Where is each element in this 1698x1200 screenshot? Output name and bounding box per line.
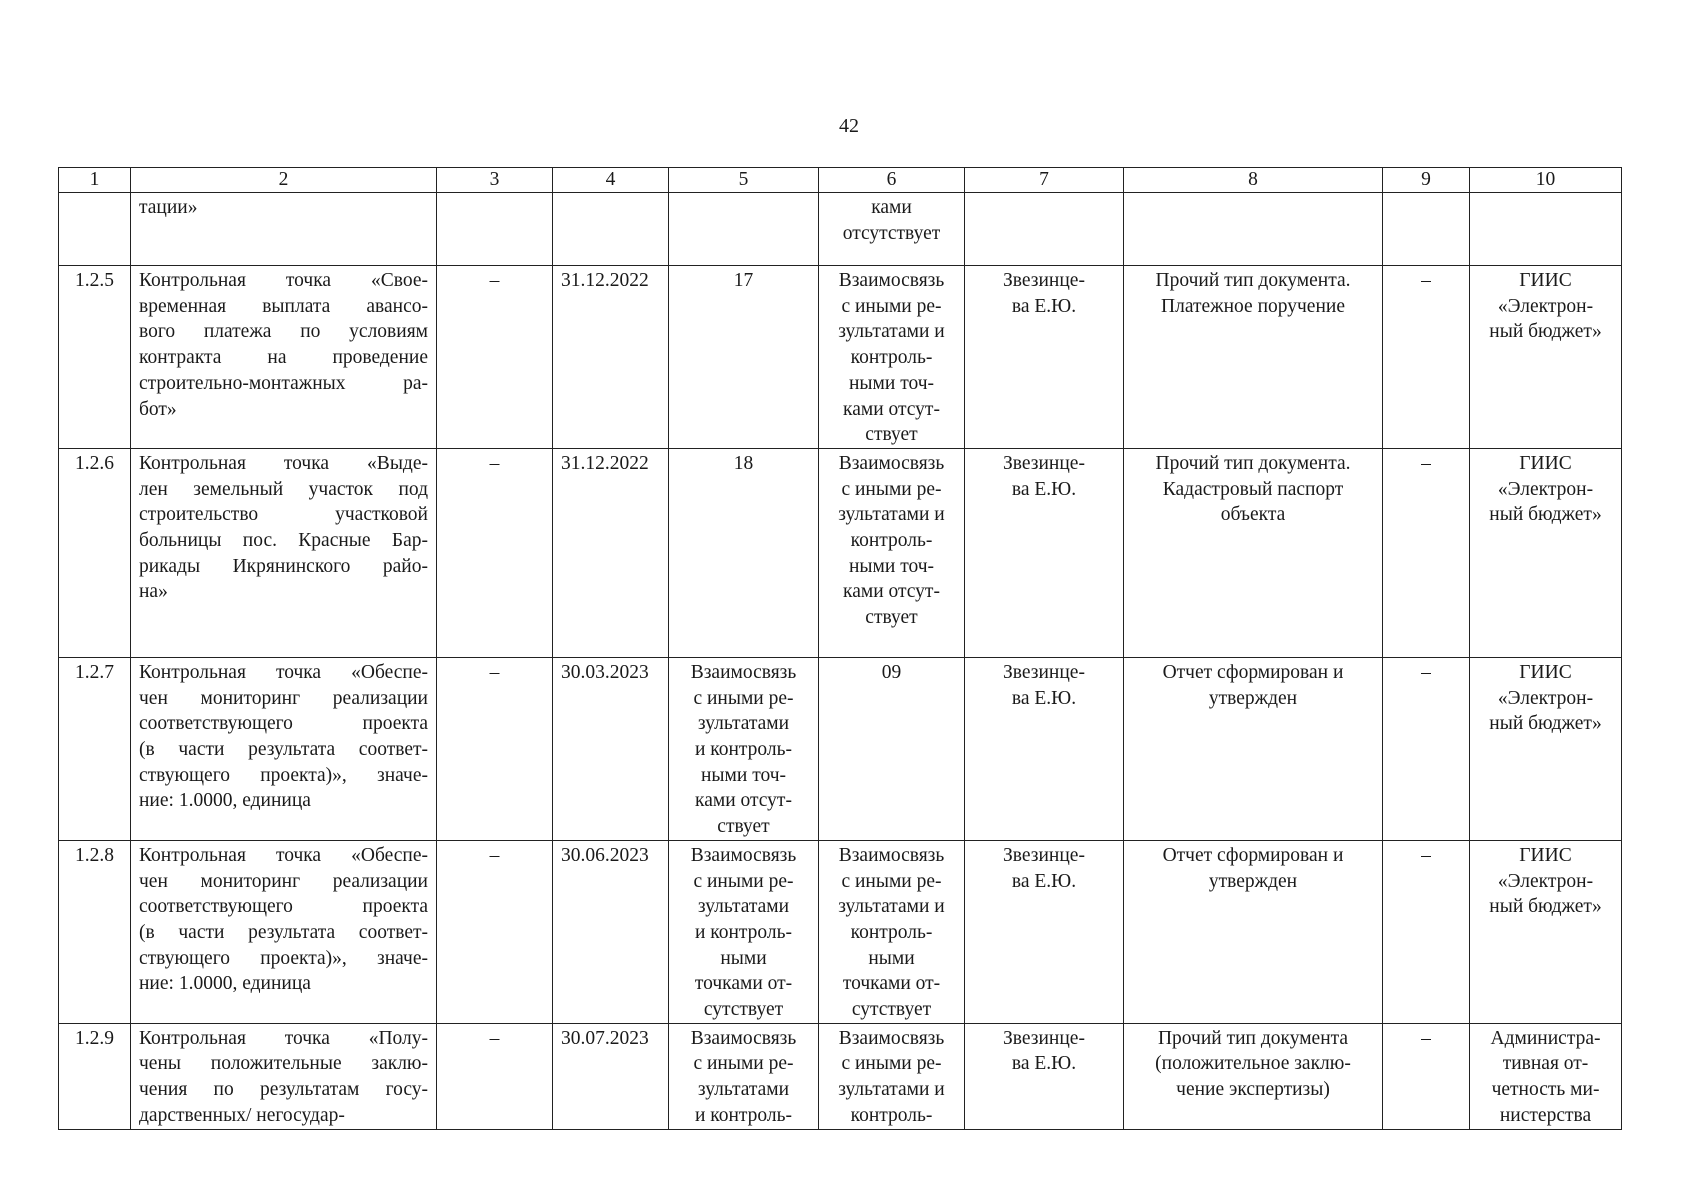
column-6-cell bbox=[819, 657, 965, 840]
column-6-cell-line: ными точ- bbox=[849, 555, 934, 577]
column-5-cell-line: ствует bbox=[717, 816, 770, 838]
column-5-cell bbox=[669, 840, 819, 1023]
control-point-name-cell-line: Контрольная точка «Свое- bbox=[139, 270, 428, 291]
control-point-name-cell bbox=[131, 1023, 437, 1129]
column-5-cell-line: точками от- bbox=[694, 973, 793, 995]
control-point-name-cell-line: строительство участковой bbox=[139, 504, 428, 526]
information-system-cell-line: нистерства bbox=[1499, 1104, 1592, 1126]
document-type-cell-line: Прочий тип документа. bbox=[1155, 270, 1351, 291]
column-6-cell-line: сутствует bbox=[851, 999, 932, 1021]
control-point-name-cell bbox=[131, 193, 437, 266]
column-header: 9 bbox=[1383, 168, 1470, 193]
responsible-cell bbox=[965, 840, 1124, 1023]
information-system-cell bbox=[1470, 448, 1622, 657]
column-5-cell-line: зультатами bbox=[697, 1079, 790, 1101]
column-5-cell-line: и контроль- bbox=[694, 921, 793, 943]
responsible-cell-line: ва Е.Ю. bbox=[1011, 295, 1077, 317]
control-point-name-cell-line: рикады Икрянинского райо- bbox=[139, 555, 428, 577]
column-9-cell bbox=[1383, 193, 1470, 266]
column-6-cell-line: зультатами и bbox=[838, 896, 945, 918]
due-date-cell: 30.06.2023 bbox=[553, 840, 669, 1023]
row-number-cell: 1.2.6 bbox=[59, 448, 131, 657]
information-system-cell-line: ный бюджет» bbox=[1489, 896, 1602, 918]
page-number: 42 bbox=[839, 115, 859, 137]
table-row bbox=[59, 1023, 1622, 1129]
column-5-cell-line: ками отсут- bbox=[695, 790, 792, 812]
row-number-cell bbox=[59, 193, 131, 266]
document-type-cell-line: (положительное заклю- bbox=[1155, 1053, 1351, 1075]
row-number-cell: 1.2.5 bbox=[59, 266, 131, 449]
document-type-cell bbox=[1124, 657, 1383, 840]
control-point-name-cell-line: строительно-монтажных ра- bbox=[139, 372, 428, 394]
column-5-cell-line: и контроль- bbox=[694, 1104, 793, 1126]
document-type-cell-line: утвержден bbox=[1208, 870, 1298, 892]
information-system-cell-line: «Электрон- bbox=[1497, 295, 1594, 317]
column-6-cell-line: ствует bbox=[865, 607, 918, 629]
document-type-cell-line: чение экспертизы) bbox=[1176, 1079, 1330, 1101]
column-6-cell-line: ками отсут- bbox=[843, 398, 940, 420]
due-date-cell: 30.07.2023 bbox=[553, 1023, 669, 1129]
control-point-name-cell-line: чения по результатам госу- bbox=[139, 1079, 428, 1101]
column-9-cell: – bbox=[1383, 266, 1470, 449]
column-5-cell-line: зультатами bbox=[697, 896, 790, 918]
column-5-cell-line: Взаимосвязь bbox=[690, 844, 797, 866]
responsible-cell-line: Звезинце- bbox=[1003, 270, 1085, 291]
information-system-cell-line: «Электрон- bbox=[1497, 478, 1594, 500]
control-point-name-cell-line: ние: 1.0000, единица bbox=[139, 973, 311, 995]
control-point-name-cell-line: на» bbox=[139, 581, 168, 603]
column-header: 7 bbox=[965, 168, 1124, 193]
control-point-name-cell-line: ние: 1.0000, единица bbox=[139, 790, 311, 812]
control-point-name-cell-line: временная выплата авансо- bbox=[139, 295, 428, 317]
column-6-cell-line: ными точ- bbox=[849, 372, 934, 394]
column-6-cell-line: зультатами и bbox=[838, 321, 945, 343]
column-6-cell-line: контроль- bbox=[850, 1104, 933, 1126]
control-point-name-cell-line: ствующего проекта)», значе- bbox=[139, 947, 428, 969]
document-type-cell-line: утвержден bbox=[1208, 687, 1298, 709]
document-type-cell-line: Прочий тип документа bbox=[1157, 1027, 1349, 1049]
control-points-table bbox=[58, 167, 1622, 1130]
column-9-cell: – bbox=[1383, 657, 1470, 840]
column-6-cell-line: с иными ре- bbox=[841, 870, 942, 892]
column-header: 5 bbox=[669, 168, 819, 193]
row-number-cell: 1.2.8 bbox=[59, 840, 131, 1023]
column-6-cell-line: отсутствует bbox=[842, 222, 941, 244]
column-header: 6 bbox=[819, 168, 965, 193]
information-system-cell bbox=[1470, 657, 1622, 840]
control-point-name-cell-line: контракта на проведение bbox=[139, 347, 428, 369]
due-date-cell bbox=[553, 193, 669, 266]
column-9-cell: – bbox=[1383, 448, 1470, 657]
column-6-cell-line: с иными ре- bbox=[841, 1053, 942, 1075]
responsible-cell-line: Звезинце- bbox=[1003, 1027, 1085, 1049]
document-type-cell-line: Отчет сформирован и bbox=[1162, 661, 1344, 683]
document-type-cell bbox=[1124, 1023, 1383, 1129]
column-6-cell-line: Взаимосвязь bbox=[838, 270, 945, 291]
responsible-cell-line: ва Е.Ю. bbox=[1011, 687, 1077, 709]
information-system-cell-line: тивная от- bbox=[1502, 1053, 1589, 1075]
column-6-cell-line: зультатами и bbox=[838, 1079, 945, 1101]
control-point-name-cell-line: дарственных/ негосудар- bbox=[139, 1104, 345, 1126]
information-system-cell-line: ГИИС bbox=[1519, 844, 1572, 866]
column-5-cell bbox=[669, 657, 819, 840]
document-type-cell-line: Кадастровый паспорт bbox=[1162, 478, 1344, 500]
control-point-name-cell-line: (в части результата соответ- bbox=[139, 921, 428, 943]
column-3-cell bbox=[437, 193, 553, 266]
information-system-cell-line: четность ми- bbox=[1491, 1079, 1600, 1101]
responsible-cell-line: ва Е.Ю. bbox=[1011, 478, 1077, 500]
column-3-cell: – bbox=[437, 657, 553, 840]
document-type-cell-line: объекта bbox=[1220, 504, 1286, 526]
column-5-cell bbox=[669, 448, 819, 657]
row-number-cell: 1.2.7 bbox=[59, 657, 131, 840]
column-header: 4 bbox=[553, 168, 669, 193]
table-row bbox=[59, 840, 1622, 1023]
column-header: 10 bbox=[1470, 168, 1622, 193]
responsible-cell-line: Звезинце- bbox=[1003, 452, 1085, 474]
information-system-cell-line: «Электрон- bbox=[1497, 687, 1594, 709]
control-point-name-cell-line: больницы пос. Красные Бар- bbox=[139, 530, 428, 552]
information-system-cell-line: Администра- bbox=[1490, 1027, 1601, 1049]
document-type-cell bbox=[1124, 448, 1383, 657]
column-6-cell bbox=[819, 266, 965, 449]
control-point-name-cell-line: соответствующего проекта bbox=[139, 896, 428, 918]
information-system-cell-line: ный бюджет» bbox=[1489, 321, 1602, 343]
column-5-cell-line: Взаимосвязь bbox=[690, 661, 797, 683]
control-point-name-cell-line: чен мониторинг реализации bbox=[139, 687, 428, 709]
responsible-cell bbox=[965, 193, 1124, 266]
column-header: 8 bbox=[1124, 168, 1383, 193]
due-date-cell: 31.12.2022 bbox=[553, 448, 669, 657]
control-point-name-cell-line: чен мониторинг реализации bbox=[139, 870, 428, 892]
column-5-cell-line: с иными ре- bbox=[693, 1053, 794, 1075]
information-system-cell bbox=[1470, 840, 1622, 1023]
responsible-cell-line: Звезинце- bbox=[1003, 844, 1085, 866]
column-6-cell bbox=[819, 448, 965, 657]
control-point-name-cell-line: Контрольная точка «Выде- bbox=[139, 452, 428, 474]
control-point-name-cell-line: ствующего проекта)», значе- bbox=[139, 764, 428, 786]
column-6-cell-line: Взаимосвязь bbox=[838, 1027, 945, 1049]
column-5-cell-line: ными bbox=[720, 947, 767, 969]
column-3-cell: – bbox=[437, 266, 553, 449]
column-3-cell: – bbox=[437, 448, 553, 657]
due-date-cell: 30.03.2023 bbox=[553, 657, 669, 840]
responsible-cell-line: Звезинце- bbox=[1003, 661, 1085, 683]
column-6-cell-line: ными bbox=[868, 947, 915, 969]
responsible-cell-line: ва Е.Ю. bbox=[1011, 870, 1077, 892]
information-system-cell bbox=[1470, 193, 1622, 266]
document-type-cell-line: Отчет сформирован и bbox=[1162, 844, 1344, 866]
column-6-cell-line: контроль- bbox=[850, 530, 933, 552]
responsible-cell bbox=[965, 1023, 1124, 1129]
information-system-cell-line: ГИИС bbox=[1519, 452, 1572, 474]
column-5-cell-line: с иными ре- bbox=[693, 687, 794, 709]
column-header: 2 bbox=[131, 168, 437, 193]
table-row bbox=[59, 448, 1622, 657]
column-6-cell bbox=[819, 1023, 965, 1129]
column-5-cell bbox=[669, 1023, 819, 1129]
control-point-name-cell-line: бот» bbox=[139, 398, 177, 420]
column-6-cell bbox=[819, 193, 965, 266]
information-system-cell-line: ГИИС bbox=[1519, 661, 1572, 683]
control-point-name-cell bbox=[131, 657, 437, 840]
column-6-cell-line: Взаимосвязь bbox=[838, 844, 945, 866]
column-6-cell-line: контроль- bbox=[850, 347, 933, 369]
control-point-name-cell-line: Контрольная точка «Обеспе- bbox=[139, 844, 428, 866]
due-date-cell: 31.12.2022 bbox=[553, 266, 669, 449]
information-system-cell-line: ГИИС bbox=[1519, 270, 1572, 291]
column-6-cell-line: зультатами и bbox=[838, 504, 945, 526]
control-point-name-cell-line: тации» bbox=[139, 197, 198, 218]
responsible-cell bbox=[965, 266, 1124, 449]
column-6-cell-line: контроль- bbox=[850, 921, 933, 943]
table-row bbox=[59, 266, 1622, 449]
column-6-cell-line: ками отсут- bbox=[843, 581, 940, 603]
column-5-cell-line: 17 bbox=[733, 270, 754, 291]
information-system-cell-line: ный бюджет» bbox=[1489, 504, 1602, 526]
information-system-cell bbox=[1470, 266, 1622, 449]
column-5-cell-line: сутствует bbox=[703, 999, 784, 1021]
control-point-name-cell-line: Контрольная точка «Полу- bbox=[139, 1027, 428, 1049]
column-5-cell-line: 18 bbox=[733, 452, 754, 474]
control-point-name-cell-line: Контрольная точка «Обеспе- bbox=[139, 661, 428, 683]
control-point-name-cell bbox=[131, 840, 437, 1023]
control-point-name-cell-line: (в части результата соответ- bbox=[139, 739, 428, 761]
column-6-cell-line: ками bbox=[871, 197, 912, 218]
column-header: 1 bbox=[59, 168, 131, 193]
control-point-name-cell bbox=[131, 448, 437, 657]
document-type-cell bbox=[1124, 840, 1383, 1023]
column-5-cell-line: ными точ- bbox=[701, 764, 786, 786]
table-row bbox=[59, 657, 1622, 840]
column-6-cell-line: с иными ре- bbox=[841, 295, 942, 317]
row-number-cell: 1.2.9 bbox=[59, 1023, 131, 1129]
control-point-name-cell-line: соответствующего проекта bbox=[139, 713, 428, 735]
column-3-cell: – bbox=[437, 1023, 553, 1129]
information-system-cell bbox=[1470, 1023, 1622, 1129]
column-5-cell-line: зультатами bbox=[697, 713, 790, 735]
control-point-name-cell-line: чены положительные заклю- bbox=[139, 1053, 428, 1075]
control-point-name-cell-line: вого платежа по условиям bbox=[139, 321, 428, 343]
column-6-cell-line: 09 bbox=[881, 661, 902, 683]
column-5-cell bbox=[669, 266, 819, 449]
column-5-cell bbox=[669, 193, 819, 266]
column-6-cell-line: точками от- bbox=[842, 973, 941, 995]
column-6-cell-line: с иными ре- bbox=[841, 478, 942, 500]
column-9-cell: – bbox=[1383, 1023, 1470, 1129]
document-type-cell bbox=[1124, 193, 1383, 266]
document-type-cell bbox=[1124, 266, 1383, 449]
document-type-cell-line: Платежное поручение bbox=[1161, 295, 1345, 317]
column-6-cell-line: Взаимосвязь bbox=[838, 452, 945, 474]
control-point-name-cell bbox=[131, 266, 437, 449]
column-9-cell: – bbox=[1383, 840, 1470, 1023]
column-header: 3 bbox=[437, 168, 553, 193]
document-type-cell-line: Прочий тип документа. bbox=[1155, 452, 1351, 474]
control-point-name-cell-line: лен земельный участок под bbox=[139, 478, 428, 500]
column-5-cell-line: и контроль- bbox=[694, 739, 793, 761]
column-6-cell-line: ствует bbox=[865, 424, 918, 446]
table-row bbox=[59, 193, 1622, 266]
column-5-cell-line: Взаимосвязь bbox=[690, 1027, 797, 1049]
information-system-cell-line: ный бюджет» bbox=[1489, 713, 1602, 735]
column-6-cell bbox=[819, 840, 965, 1023]
column-5-cell-line: с иными ре- bbox=[693, 870, 794, 892]
responsible-cell bbox=[965, 657, 1124, 840]
column-number-row bbox=[59, 168, 1622, 193]
responsible-cell bbox=[965, 448, 1124, 657]
information-system-cell-line: «Электрон- bbox=[1497, 870, 1594, 892]
responsible-cell-line: ва Е.Ю. bbox=[1011, 1053, 1077, 1075]
column-3-cell: – bbox=[437, 840, 553, 1023]
